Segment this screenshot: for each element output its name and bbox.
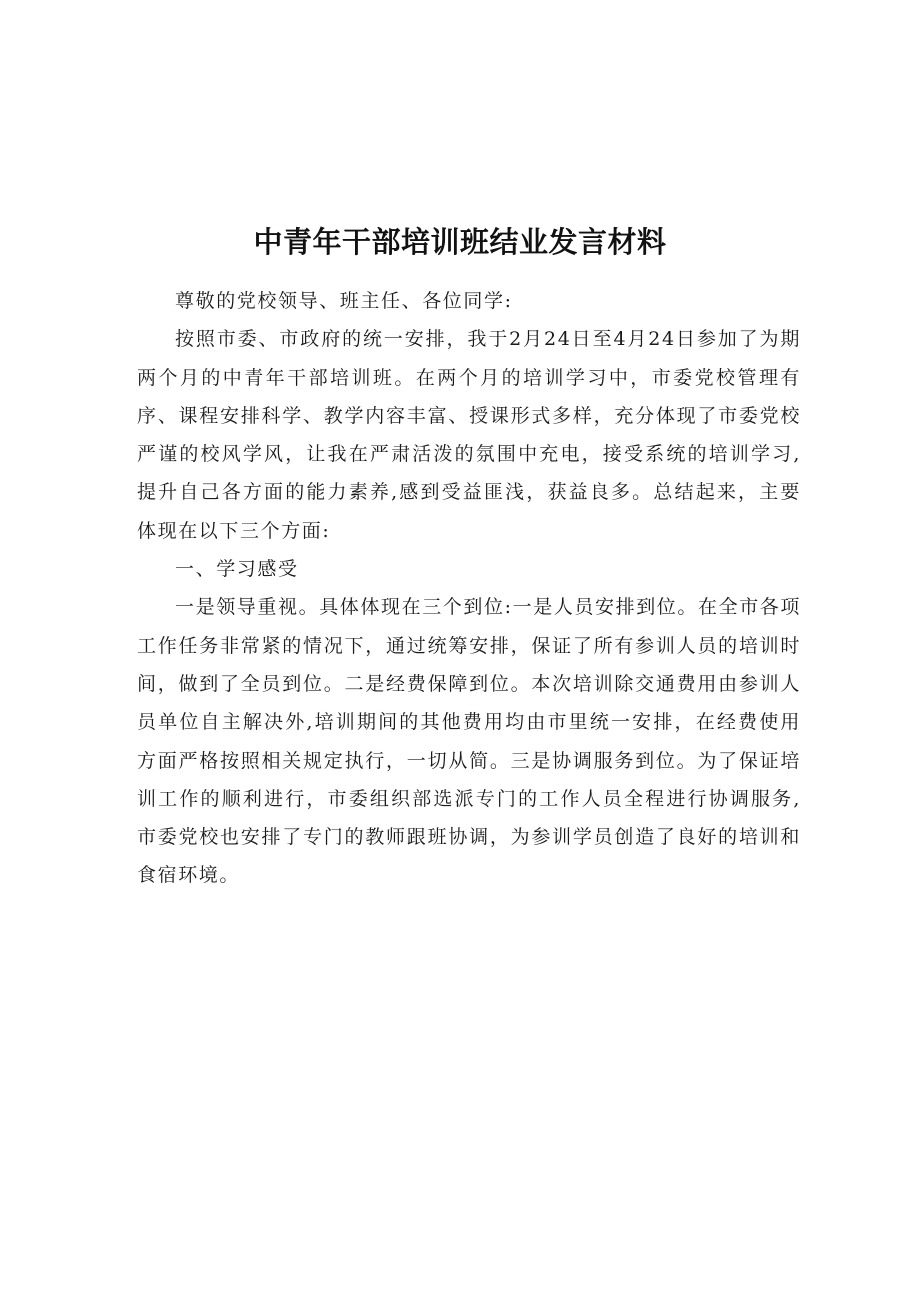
section-paragraph: 一是领导重视。具体体现在三个到位:一是人员安排到位。在全市各项工作任务非常紧的情况下，通过统筹安排，保证了所有参训人员的培训时间，做到了全员到位。二是经费保障到位。本次培训除交通费用由参训人员单位自主解决外,培训期间的其他费用均由市里统一安排，在经费使用方面严格按照相关规定执行，一切从简。三是协调服务到位。为了保证培训工作的顺利进行，市委组织部选派专门的工作人员全程进行协调服务,市委党校也安排了专门的教师跟班协调，为参训学员创造了良好的培训和食宿环境。 [137,596,802,887]
document-title: 中青年干部培训班结业发言材料 [253,225,667,259]
document-body [137,282,801,895]
salutation: 尊敬的党校领导、班主任、各位同学: [175,290,513,312]
intro-paragraph: 按照市委、市政府的统一安排，我于2月24日至4月24日参加了为期两个月的中青年干部培训班。在两个月的培训学习中，市委党校管理有序、课程安排科学、教学内容丰富、授课形式多样，充分体现了市委党校严谨的校风学风，让我在严肃活泼的氛围中充电，接受系统的培训学习,提升自己各方面的能力素养,感到受益匪浅，获益良多。总结起来，主要体现在以下三个方面: [137,328,801,542]
section-heading: 一、学习感受 [175,558,299,581]
